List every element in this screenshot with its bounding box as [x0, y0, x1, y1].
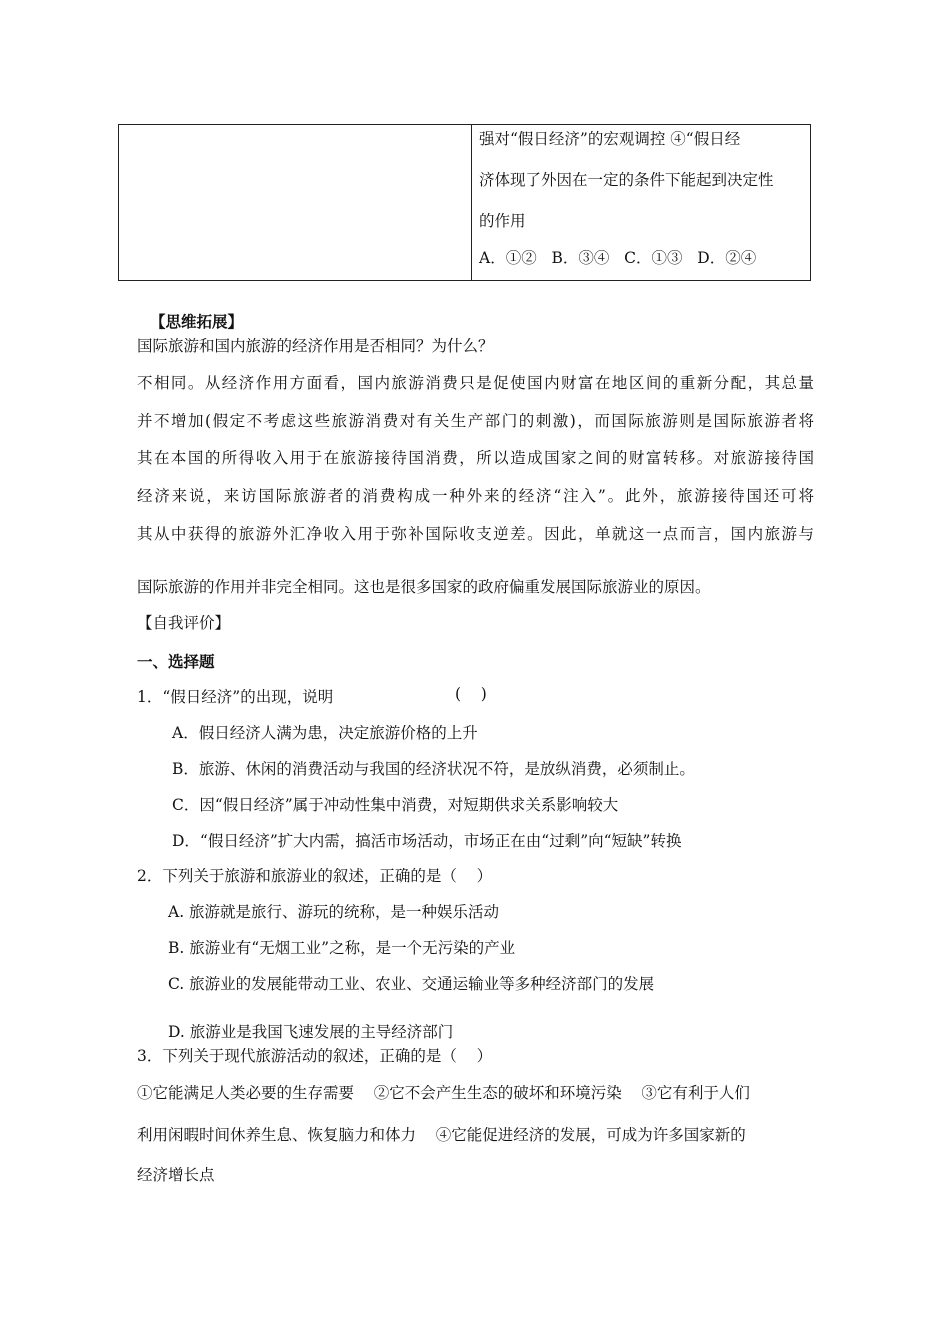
- expansion-answer-line: 经济来说，来访国际旅游者的消费构成一种外来的经济“注入”。此外，旅游接待国还可将: [137, 487, 814, 505]
- expansion-question: 国际旅游和国内旅游的经济作用是否相同？为什么？: [137, 337, 494, 355]
- q3-line: ①它能满足人类必要的生存需要 ②它不会产生生态的破坏和环境污染 ③它有利于人们: [137, 1084, 750, 1102]
- expansion-answer-line: 其从中获得的旅游外汇净收入用于弥补国际收支逆差。因此，单就这一点而言，国内旅游与: [137, 525, 814, 543]
- table-cell-line: 的作用: [479, 212, 526, 230]
- q2-stem: 2．下列关于旅游和旅游业的叙述，正确的是（ ）: [137, 867, 493, 885]
- q2-option: D. 旅游业是我国飞速发展的主导经济部门: [168, 1023, 454, 1041]
- expansion-answer-line: 国际旅游的作用并非完全相同。这也是很多国家的政府偏重发展国际旅游业的原因。: [137, 578, 711, 596]
- self-eval-heading: 【自我评价】: [137, 614, 231, 632]
- q1-option: A．假日经济人满为患，决定旅游价格的上升: [172, 724, 478, 742]
- q3-line: 经济增长点: [137, 1166, 215, 1184]
- q1-option: B．旅游、休闲的消费活动与我国的经济状况不符，是放纵消费，必须制止。: [172, 760, 695, 778]
- table-cell-options: A．①② B．③④ C．①③ D．②④: [479, 249, 757, 267]
- expansion-answer-line: 并不增加(假定不考虑这些旅游消费对有关生产部门的刺激)，而国际旅游则是国际旅游者将: [137, 412, 814, 430]
- q2-option: B. 旅游业有“无烟工业”之称，是一个无污染的产业: [168, 939, 516, 957]
- q1-option: D．“假日经济”扩大内需，搞活市场活动，市场正在由“过剩”向“短缺”转换: [172, 832, 682, 850]
- table-divider: [471, 125, 472, 280]
- section-heading: 一、选择题: [137, 652, 215, 671]
- q1-option: C．因“假日经济”属于冲动性集中消费，对短期供求关系影响较大: [172, 796, 619, 814]
- expansion-answer-line: 其在本国的所得收入用于在旅游接待国消费，所以造成国家之间的财富转移。对旅游接待国: [137, 449, 814, 467]
- table-cell-line: 强对“假日经济”的宏观调控 ④“假日经: [479, 130, 741, 148]
- expansion-heading: 【思维拓展】: [150, 312, 244, 331]
- q3-stem: 3．下列关于现代旅游活动的叙述，正确的是（ ）: [137, 1047, 493, 1065]
- table-cell-line: 济体现了外因在一定的条件下能起到决定性: [479, 171, 774, 189]
- q1-answer-bracket: ( ): [455, 685, 487, 703]
- q3-line: 利用闲暇时间休养生息、恢复脑力和体力 ④它能促进经济的发展，可成为许多国家新的: [137, 1126, 746, 1144]
- expansion-answer-line: 不相同。从经济作用方面看，国内旅游消费只是促使国内财富在地区间的重新分配，其总量: [137, 374, 814, 392]
- q2-option: C. 旅游业的发展能带动工业、农业、交通运输业等多种经济部门的发展: [168, 975, 655, 993]
- q1-stem: 1．“假日经济”的出现，说明: [137, 688, 334, 706]
- answer-table: [118, 124, 811, 281]
- q2-option: A. 旅游就是旅行、游玩的统称，是一种娱乐活动: [168, 903, 500, 921]
